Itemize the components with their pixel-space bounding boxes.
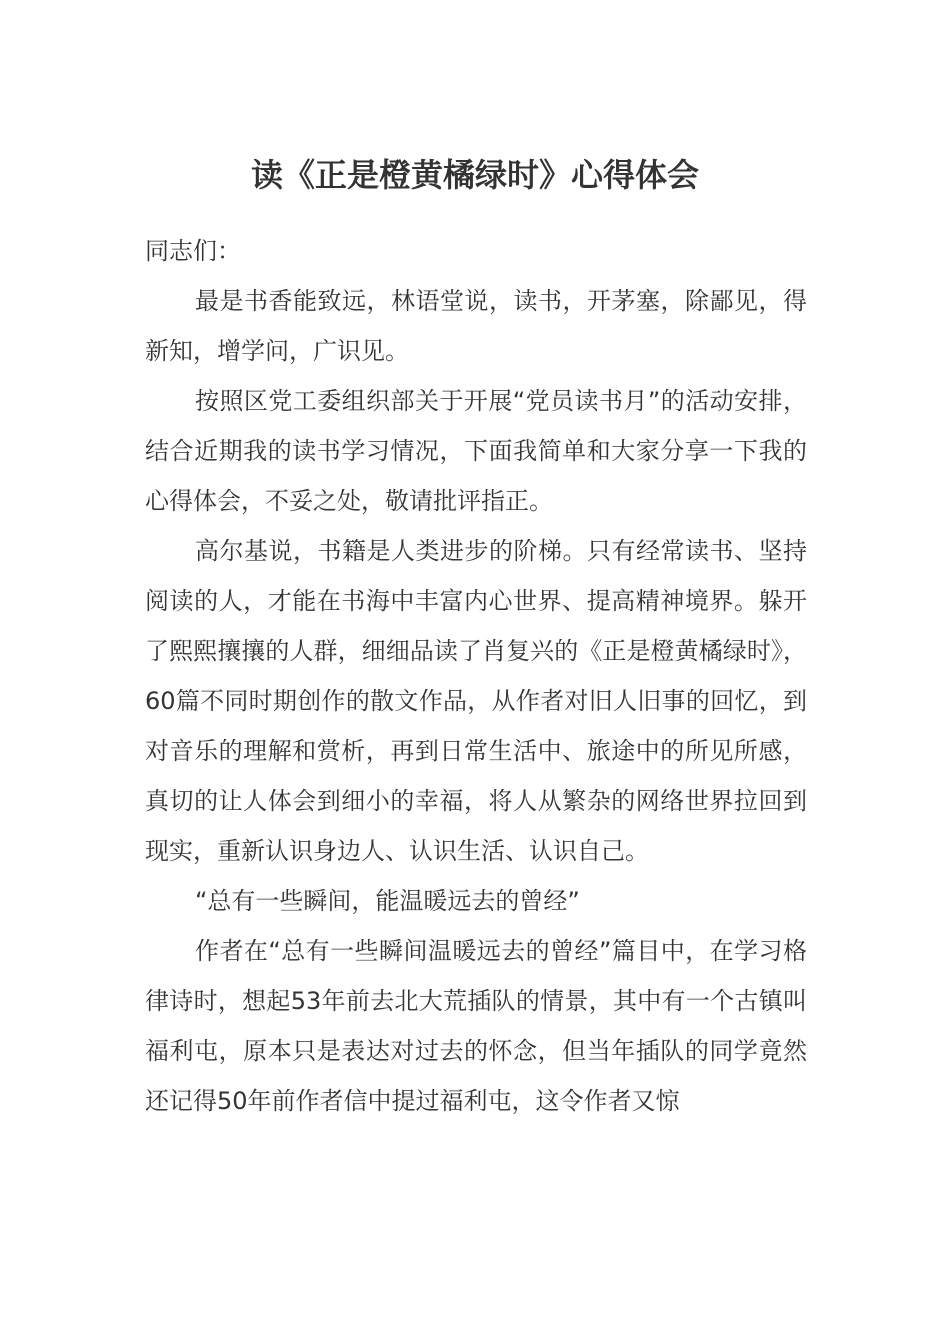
section-heading: “总有一些瞬间，能温暖远去的曾经” (195, 887, 580, 915)
document-title: 读《正是橙黄橘绿时》心得体会 (250, 156, 699, 194)
paragraph: 高尔基说，书籍是人类进步的阶梯。只有经常读书、坚持阅读的人，才能在书海中丰富内心世界、提高精神境界。躲开了熙熙攘攘的人群，细细品读了肖复兴的《正是橙黄橘绿时》，60篇不同时期创作的散文作品，从作者对旧人旧事的回忆，到对音乐的理解和赏析，再到日常生活中、旅途中的所见所感，真切的让人体会到细小的幸福，将人从繁杂的网络世界拉回到现实，重新认识身边人、认识生活、认识自己。 (145, 537, 807, 865)
salutation: 同志们： (145, 237, 241, 265)
paragraph: 最是书香能致远，林语堂说，读书，开茅塞，除鄙见，得新知，增学问，广识见。 (145, 287, 807, 365)
paragraph: 作者在“总有一些瞬间温暖远去的曾经”篇目中，在学习格律诗时，想起53年前去北大荒插队的情景，其中有一个古镇叫福利屯，原本只是表达对过去的怀念，但当年插队的同学竟然还记得50年前作者信中提过福利屯，这令作者又惊 (145, 937, 807, 1115)
document-body (145, 226, 807, 1126)
paragraph: 按照区党工委组织部关于开展“党员读书月”的活动安排，结合近期我的读书学习情况，下面我简单和大家分享一下我的心得体会，不妥之处，敬请批评指正。 (145, 387, 807, 515)
